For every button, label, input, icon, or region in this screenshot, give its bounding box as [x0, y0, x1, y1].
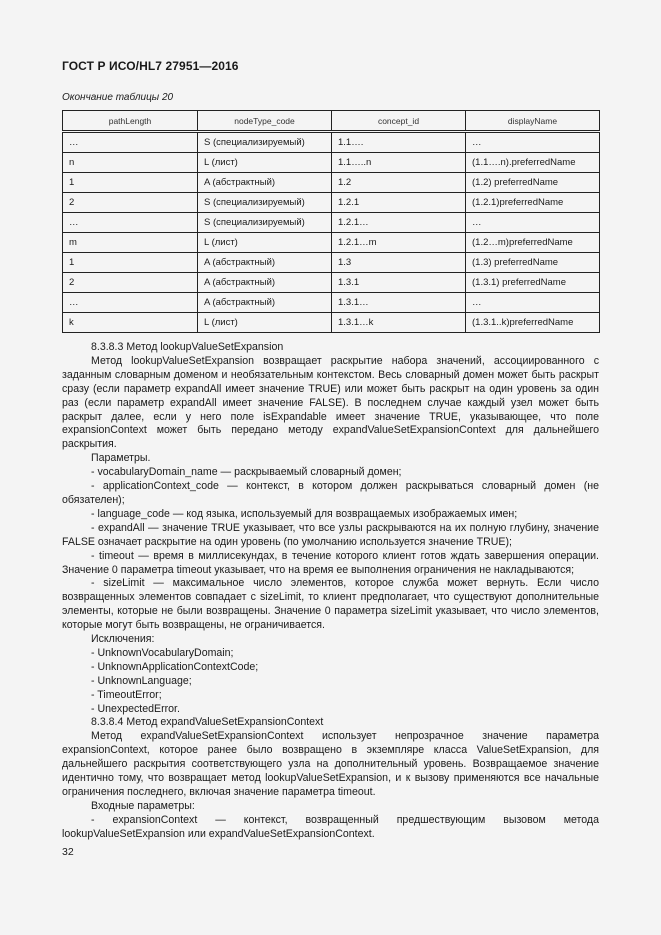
cell-displayname: (1.3) preferredName — [466, 253, 600, 273]
cell-nodetype-code: L (лист) — [198, 153, 332, 173]
cell-displayname: (1.3.1) preferredName — [466, 273, 600, 293]
table-row — [63, 132, 600, 153]
cell-nodetype-code: A (абстрактный) — [198, 253, 332, 273]
param-item: - timeout — время в миллисекундах, в течение которого клиент готов ждать завершения операции. Значение 0 параметра timeout указывает, что на время ее выполнения ограничения не накладываются; — [62, 549, 599, 576]
cell-pathlength: 1 — [63, 253, 198, 273]
params-label: Параметры. — [91, 452, 151, 465]
page-number: 32 — [62, 846, 74, 858]
cell-nodetype-code: S (специализируемый) — [198, 132, 332, 153]
paragraph-expand-description: Метод expandValueSetExpansionContext использует непрозрачное значение параметра expansionContext, которое ранее было возвращено в экземпляре класса ValueSetExpansion, для дальнейшего раскрытия соответствующего узла на дополнительный уровень. Возвращаемое значение идентично тому, что возвращает метод lookupValueSetExpansion, и к вызову применяются все начальные ограничения последнего, включая значение параметра timeout. — [62, 730, 599, 798]
cell-displayname: … — [466, 213, 600, 233]
body-text — [62, 341, 599, 842]
document-header: ГОСТ Р ИСО/HL7 27951—2016 — [62, 59, 239, 73]
cell-pathlength: … — [63, 132, 198, 153]
cell-concept-id: 1.2.1 — [332, 193, 466, 213]
section-heading-8383: 8.3.8.3 Метод lookupValueSetExpansion — [91, 341, 284, 353]
cell-concept-id: 1.3.1 — [332, 273, 466, 293]
input-params-label: Входные параметры: — [91, 799, 195, 812]
cell-displayname: (1.3.1..k)preferredName — [466, 313, 600, 333]
column-header-nodetype-code: nodeType_code — [198, 111, 332, 132]
cell-nodetype-code: L (лист) — [198, 233, 332, 253]
cell-nodetype-code: A (абстрактный) — [198, 273, 332, 293]
cell-concept-id: 1.3 — [332, 253, 466, 273]
column-header-pathlength: pathLength — [63, 111, 198, 132]
param-item: - sizeLimit — максимальное число элементов, которое служба может вернуть. Если число возвращенных элементов совпадает с sizeLimit, то клиент предполагает, что существуют дополнительные элементы, которые не были возвращены. Значение 0 параметра sizeLimit указывает, что число элементов, которые могут быть возвращены, не ограничивается. — [62, 577, 599, 632]
cell-nodetype-code: A (абстрактный) — [198, 293, 332, 313]
column-header-displayname: displayName — [466, 111, 600, 132]
table-caption: Окончание таблицы 20 — [62, 92, 174, 103]
cell-pathlength: m — [63, 233, 198, 253]
table-row — [63, 233, 600, 253]
exception-item: - UnknownLanguage; — [91, 674, 192, 687]
table-row — [63, 293, 600, 313]
cell-nodetype-code: S (специализируемый) — [198, 213, 332, 233]
cell-nodetype-code: A (абстрактный) — [198, 173, 332, 193]
cell-displayname: … — [466, 132, 600, 153]
cell-concept-id: 1.2.1… — [332, 213, 466, 233]
table-row — [63, 313, 600, 333]
cell-pathlength: 2 — [63, 273, 198, 293]
cell-pathlength: … — [63, 213, 198, 233]
table-row — [63, 273, 600, 293]
param-item: - vocabularyDomain_name — раскрываемый словарный домен; — [91, 466, 402, 479]
param-item: - expandAll — значение TRUE указывает, что все узлы раскрываются на их полную глубину, значение FALSE означает раскрытие на один уровень (по умолчанию используется значение TRUE); — [62, 521, 599, 548]
exceptions-label: Исключения: — [91, 633, 155, 646]
cell-concept-id: 1.3.1… — [332, 293, 466, 313]
table-row — [63, 153, 600, 173]
exception-item: - UnknownApplicationContextCode; — [91, 660, 259, 673]
table-row — [63, 253, 600, 273]
exception-item: - UnknownVocabularyDomain; — [91, 646, 234, 659]
cell-concept-id: 1.2.1…m — [332, 233, 466, 253]
cell-pathlength: 1 — [63, 173, 198, 193]
table-header-row — [63, 111, 600, 132]
cell-concept-id: 1.3.1…k — [332, 313, 466, 333]
input-param-item: - expansionContext — контекст, возвращенный предшествующим вызовом метода lookupValueSetExpansion или expandValueSetExpansionContext. — [62, 813, 599, 840]
cell-displayname: (1.2) preferredName — [466, 173, 600, 193]
param-item: - applicationContext_code — контекст, в котором должен раскрываться словарный домен (не обязателен); — [62, 480, 599, 506]
table-row — [63, 173, 600, 193]
cell-concept-id: 1.1…. — [332, 132, 466, 153]
cell-concept-id: 1.2 — [332, 173, 466, 193]
column-header-concept-id: concept_id — [332, 111, 466, 132]
table-row — [63, 193, 600, 213]
cell-displayname: … — [466, 293, 600, 313]
cell-displayname: (1.2.1)preferredName — [466, 193, 600, 213]
exception-item: - TimeoutError; — [91, 688, 162, 701]
cell-pathlength: n — [63, 153, 198, 173]
paragraph-lookup-description: Метод lookupValueSetExpansion возвращает раскрытие набора значений, ассоциированного с заданным словарным доменом и необязательным контекстом. Весь словарный домен может быть раскрыт сразу (если параметр expandAll имеет значение TRUE) или может быть раскрыт на один уровень за один раз (если параметр expandAll имеет значение FALSE). В последнем случае каждый узел может быть раскрыт далее, если у него поле isExpandable имеет значение TRUE, указывающее, что поле expansionContext может быть передано методу expandValueSetExpansionContext для дальнейшего раскрытия. — [62, 354, 599, 451]
cell-nodetype-code: L (лист) — [198, 313, 332, 333]
cell-displayname: (1.2…m)preferredName — [466, 233, 600, 253]
cell-pathlength: … — [63, 293, 198, 313]
exception-item: - UnexpectedError. — [91, 702, 180, 715]
cell-pathlength: k — [63, 313, 198, 333]
section-heading-8384: 8.3.8.4 Метод expandValueSetExpansionContext — [91, 716, 324, 729]
cell-nodetype-code: S (специализируемый) — [198, 193, 332, 213]
node-table — [62, 110, 600, 333]
cell-concept-id: 1.1…..n — [332, 153, 466, 173]
param-item: - language_code — код языка, используемый для возвращаемых изображаемых имен; — [91, 507, 518, 520]
cell-pathlength: 2 — [63, 193, 198, 213]
table-row — [63, 213, 600, 233]
cell-displayname: (1.1….n).preferredName — [466, 153, 600, 173]
